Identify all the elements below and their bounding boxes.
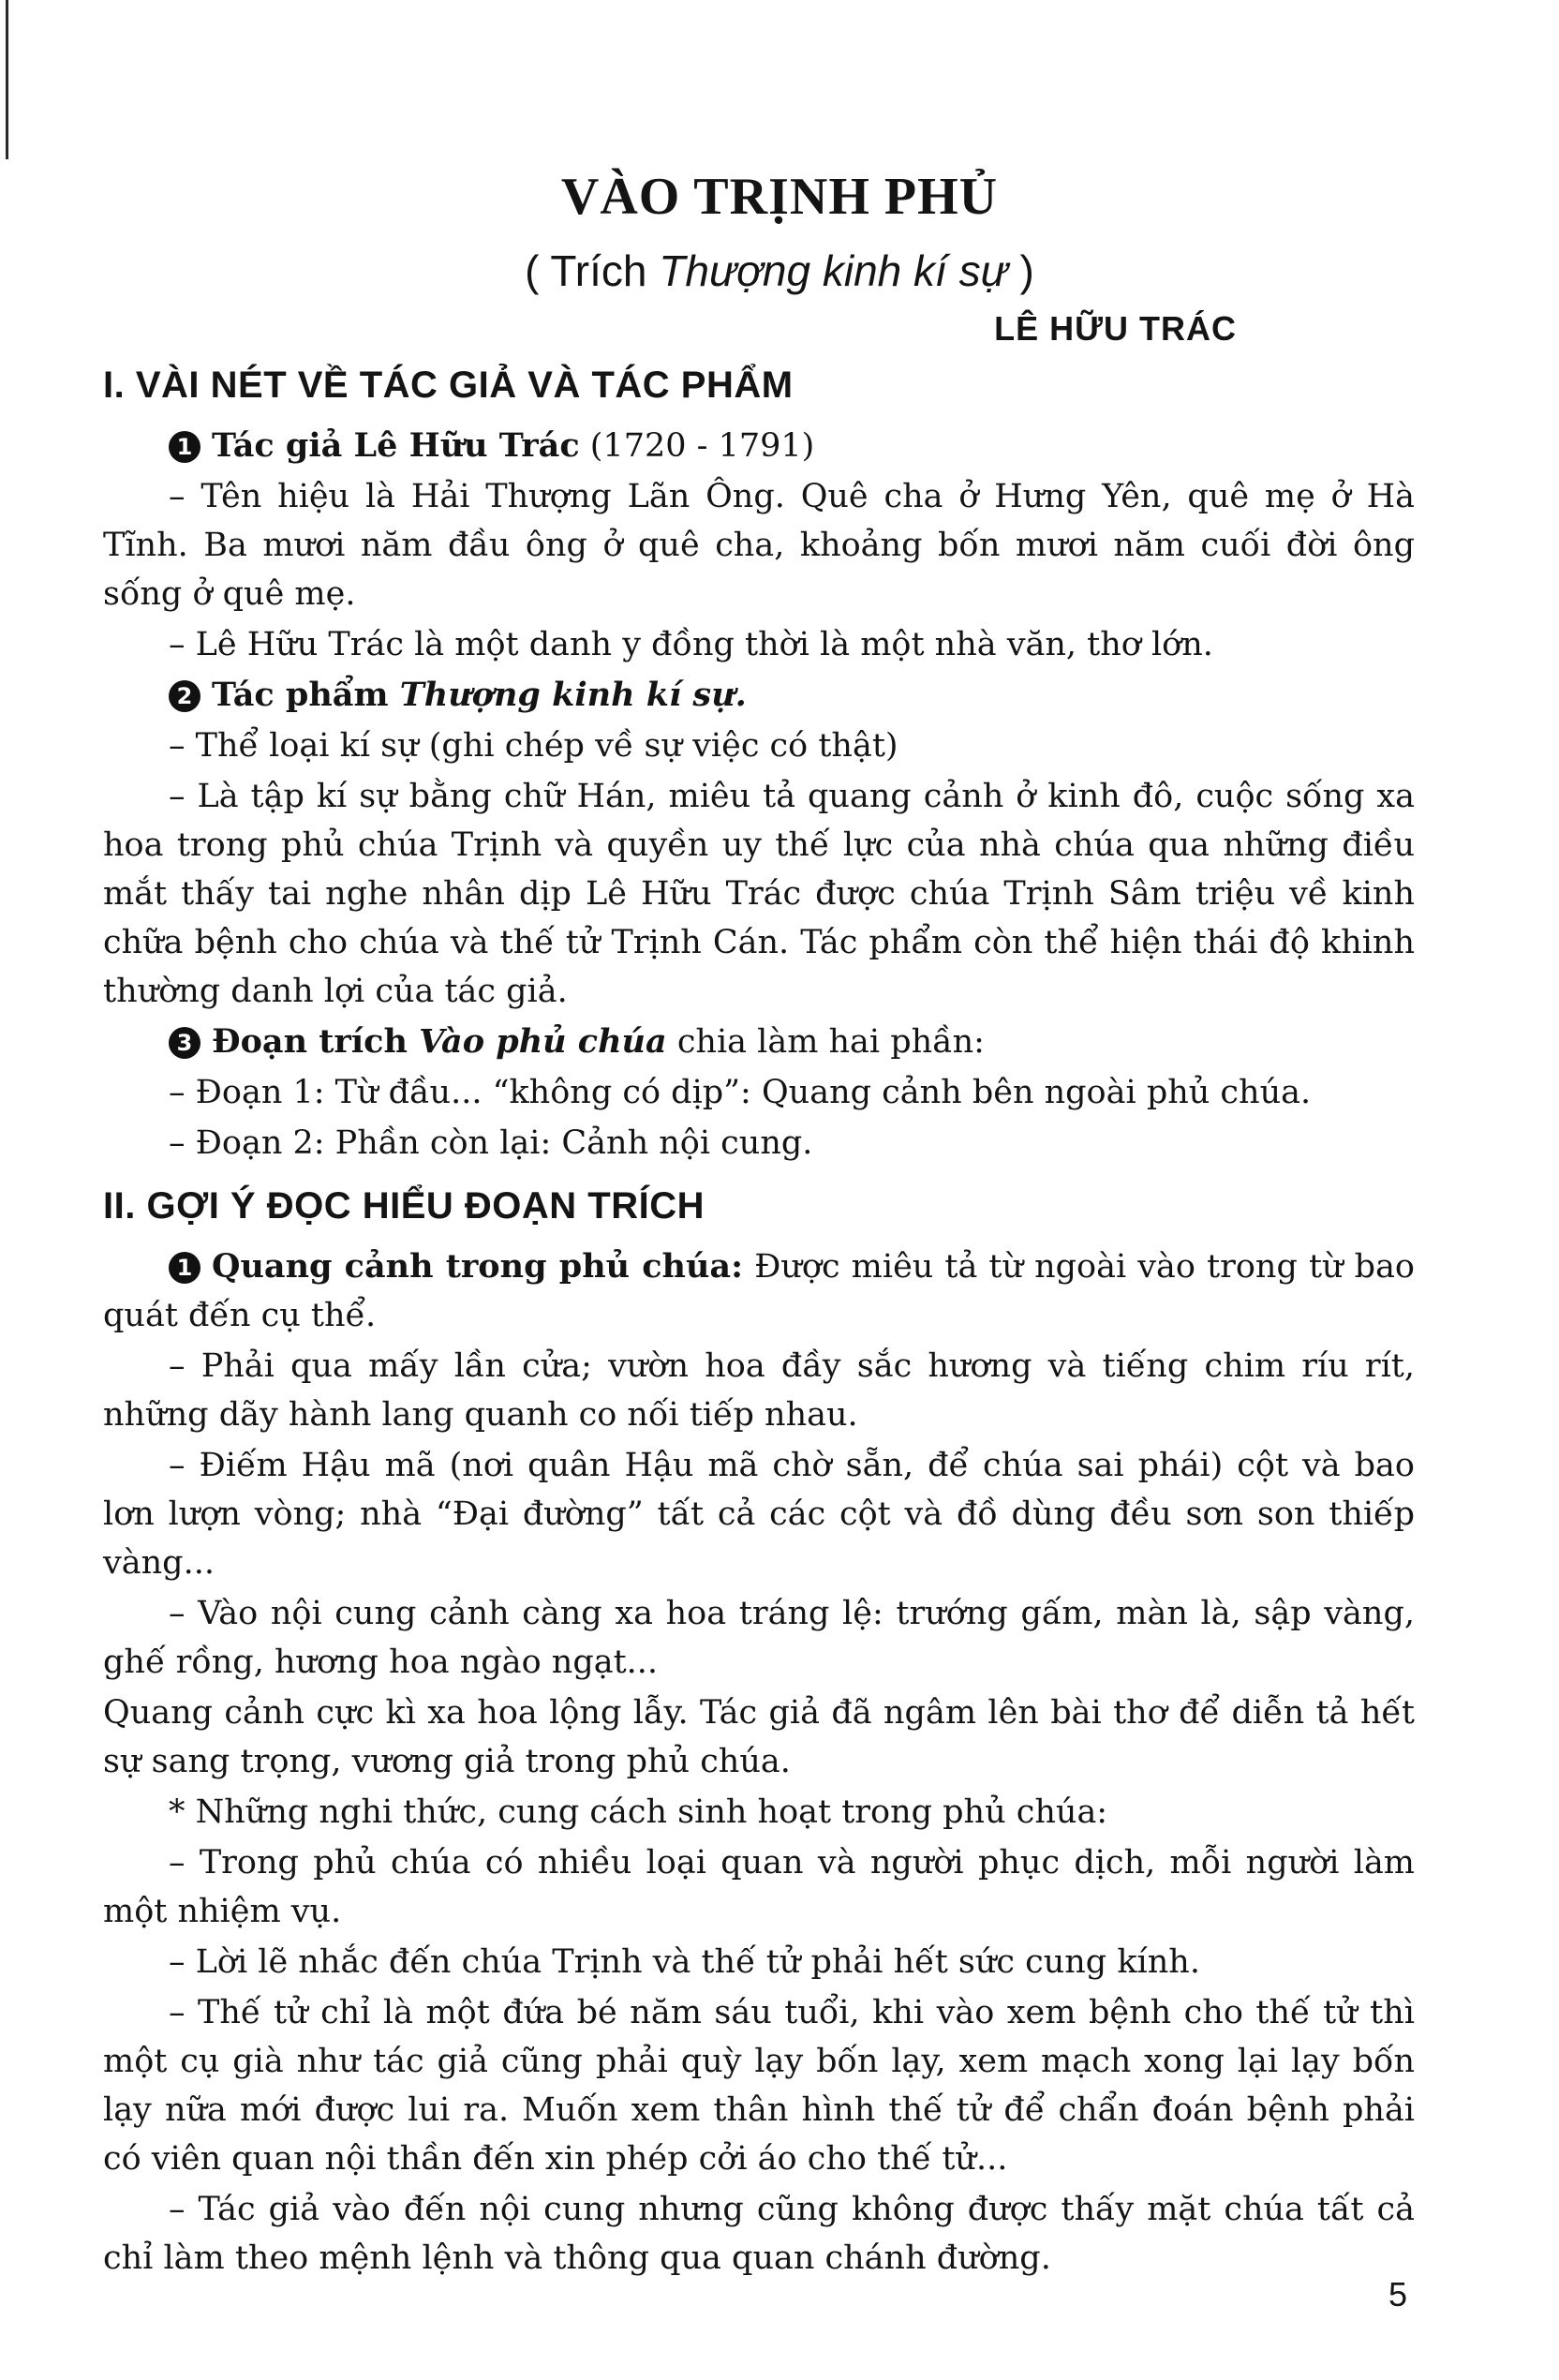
paragraph: Quang cảnh cực kì xa hoa lộng lẫy. Tác giả đã ngâm lên bài thơ để diễn tả hết sự sang trọng, vương giả trong phủ chúa. [103,1694,1415,1780]
item-rest: chia làm hai phần: [666,1023,985,1061]
paragraph: – Lê Hữu Trác là một danh y đồng thời là một nhà văn, thơ lớn. [169,626,1213,663]
section-2-heading: II. GỢI Ý ĐỌC HIỂU ĐOẠN TRÍCH [103,1185,705,1227]
item-label: Đoạn trích [212,1022,420,1061]
section-1-heading: I. VÀI NÉT VỀ TÁC GIẢ VÀ TÁC PHẨM [103,364,794,406]
section-2-item-1 [103,1242,1415,1340]
paragraph: * Những nghi thức, cung cách sinh hoạt trong phủ chúa: [169,1793,1108,1831]
page-subtitle [0,245,1559,296]
subtitle-work-title: Thượng kinh kí sự [659,246,1008,295]
subtitle-open: ( Trích [525,246,660,295]
paragraph: – Tên hiệu là Hải Thượng Lãn Ông. Quê cha ở Hưng Yên, quê mẹ ở Hà Tĩnh. Ba mươi năm đầu ông ở quê cha, khoảng bốn mươi năm cuối đời ông sống ở quê mẹ. [103,478,1415,613]
page-title: VÀO TRỊNH PHỦ [560,168,999,226]
page-number: 5 [1388,2275,1407,2313]
item-label: Tác giả Lê Hữu Trác [212,426,580,465]
binding-edge-line [6,0,8,159]
item-label-italic: Vào phủ chúa [419,1022,667,1061]
section-1-item-2 [103,671,1415,720]
paragraph: – Phải qua mấy lần cửa; vườn hoa đầy sắc hương và tiếng chim ríu rít, những dãy hành lang quanh co nối tiếp nhau. [103,1347,1415,1434]
number-badge-icon: 1 [169,431,200,463]
paragraph: – Thế tử chỉ là một đứa bé năm sáu tuổi, khi vào xem bệnh cho thế tử thì một cụ già như tác giả cũng phải quỳ lạy bốn lạy, xem mạch xong lại lạy bốn lạy nữa mới được lui ra. Muốn xem thân hình thế tử để chẩn đoán bệnh phải có viên quan nội thần đến xin phép cởi áo cho thế tử... [103,1994,1415,2178]
paragraph: – Đoạn 1: Từ đầu... “không có dịp”: Quang cảnh bên ngoài phủ chúa. [169,1074,1312,1111]
paragraph: – Vào nội cung cảnh càng xa hoa tráng lệ: trướng gấm, màn là, sập vàng, ghế rồng, hương hoa ngào ngạt... [103,1595,1415,1681]
main-content [103,347,1415,2284]
item-label: Quang cảnh trong phủ chúa: [212,1247,744,1286]
paragraph: – Điếm Hậu mã (nơi quân Hậu mã chờ sẵn, để chúa sai phái) cột và bao lơn lượn vòng; nhà “Đại đường” tất cả các cột và đồ dùng đều sơn son thiếp vàng... [103,1447,1415,1582]
item-rest: Được miêu tả từ ngoài vào trong từ bao quát đến cụ thể. [103,1248,1416,1334]
author-name: LÊ HỮU TRÁC [994,309,1237,348]
paragraph: – Là tập kí sự bằng chữ Hán, miêu tả quang cảnh ở kinh đô, cuộc sống xa hoa trong phủ chúa Trịnh và quyền uy thế lực của nhà chúa qua những điều mắt thấy tai nghe nhân dịp Lê Hữu Trác được chúa Trịnh Sâm triệu về kinh chữa bệnh cho chúa và thế tử Trịnh Cán. Tác phẩm còn thể hiện thái độ khinh thường danh lợi của tác giả. [103,778,1415,1010]
number-badge-icon: 2 [169,680,200,712]
item-rest: (1720 - 1791) [579,427,815,465]
paragraph: – Thể loại kí sự (ghi chép về sự việc có thật) [169,727,898,765]
number-badge-icon: 3 [169,1027,200,1059]
item-label: Tác phẩm [212,676,400,714]
paragraph: – Đoạn 2: Phần còn lại: Cảnh nội cung. [169,1124,813,1162]
section-1-item-1 [103,422,1415,470]
section-1-item-3 [103,1018,1415,1066]
paragraph: – Trong phủ chúa có nhiều loại quan và người phục dịch, mỗi người làm một nhiệm vụ. [103,1844,1415,1930]
subtitle-close: ) [1007,246,1034,295]
number-badge-icon: 1 [169,1252,200,1284]
item-label-italic: Thượng kinh kí sự. [399,676,747,714]
paragraph: – Lời lẽ nhắc đến chúa Trịnh và thế tử phải hết sức cung kính. [169,1943,1200,1981]
paragraph: – Tác giả vào đến nội cung nhưng cũng không được thấy mặt chúa tất cả chỉ làm theo mệnh lệnh và thông qua quan chánh đường. [103,2191,1415,2277]
